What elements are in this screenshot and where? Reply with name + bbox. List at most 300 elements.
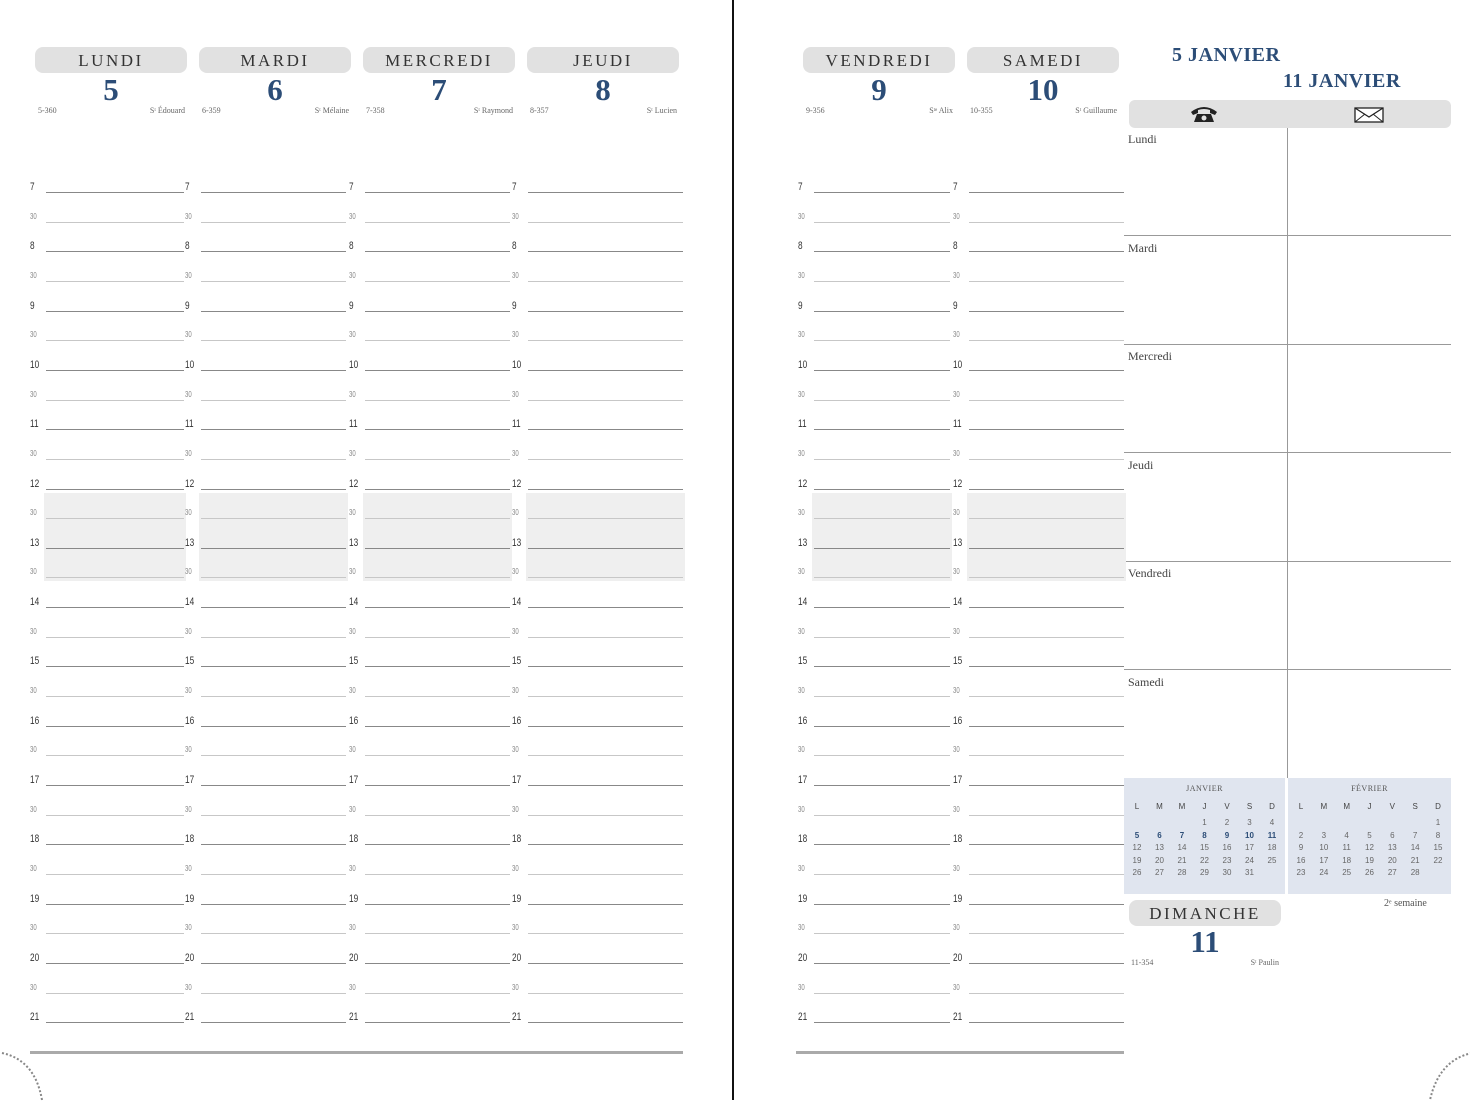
calendar-date[interactable]: 19: [1132, 855, 1142, 865]
hour-line[interactable]: [969, 904, 1124, 905]
hour-line[interactable]: [365, 785, 510, 786]
hour-line[interactable]: [814, 370, 950, 371]
calendar-date[interactable]: 14: [1177, 843, 1187, 852]
hour-line[interactable]: [814, 844, 950, 845]
hour-label: 9: [512, 299, 517, 312]
calendar-date[interactable]: 4: [1344, 830, 1349, 840]
hour-label: 8: [798, 240, 803, 253]
hour-line[interactable]: [201, 844, 346, 845]
hour-label: 8: [512, 240, 517, 253]
calendar-date[interactable]: 2: [1298, 830, 1304, 840]
hour-line[interactable]: [46, 607, 184, 608]
hour-line[interactable]: [814, 311, 950, 312]
half-hour-line[interactable]: [528, 222, 683, 223]
calendar-date[interactable]: 25: [1342, 868, 1352, 877]
hour-line[interactable]: [201, 251, 346, 252]
half-hour-line[interactable]: [528, 874, 683, 875]
half-hour-line[interactable]: [201, 222, 346, 223]
hour-line[interactable]: [365, 963, 510, 964]
calendar-date[interactable]: 3: [1247, 818, 1252, 827]
half-hour-line[interactable]: [365, 696, 510, 697]
hour-line[interactable]: [46, 844, 184, 845]
saint-name: Sᵗ Édouard: [149, 106, 185, 115]
half-hour-line[interactable]: [814, 696, 950, 697]
half-hour-label: 30: [798, 211, 805, 221]
calendar-date[interactable]: 30: [1222, 868, 1232, 877]
mini-calendar-weekdays: [1292, 802, 1447, 814]
half-hour-line[interactable]: [528, 637, 683, 638]
hour-line[interactable]: [969, 251, 1124, 252]
hour-label: 9: [30, 299, 35, 312]
half-hour-line[interactable]: [814, 993, 950, 994]
calendar-date[interactable]: 12: [1132, 843, 1142, 852]
calendar-date[interactable]: 8: [1202, 830, 1207, 840]
hour-line[interactable]: [528, 311, 683, 312]
hour-label: 15: [30, 655, 40, 668]
half-hour-line[interactable]: [365, 815, 510, 816]
calendar-date[interactable]: 4: [1269, 818, 1275, 827]
hour-line[interactable]: [969, 192, 1124, 193]
hour-line[interactable]: [201, 489, 346, 490]
hour-line[interactable]: [365, 429, 510, 430]
half-hour-label: 30: [30, 270, 37, 280]
hour-line[interactable]: [528, 192, 683, 193]
hour-line[interactable]: [365, 311, 510, 312]
hour-line[interactable]: [201, 963, 346, 964]
calendar-date[interactable]: 15: [1200, 843, 1209, 852]
hour-line[interactable]: [201, 370, 346, 371]
hour-line[interactable]: [528, 251, 683, 252]
half-hour-line[interactable]: [201, 577, 346, 578]
calendar-date[interactable]: 11: [1267, 830, 1277, 840]
hour-line[interactable]: [46, 963, 184, 964]
hour-line[interactable]: [46, 548, 184, 549]
calendar-date[interactable]: 20: [1155, 855, 1164, 865]
calendar-date[interactable]: 17: [1245, 843, 1254, 852]
notes-separator: [1124, 669, 1451, 670]
hour-line[interactable]: [528, 904, 683, 905]
hour-line[interactable]: [814, 963, 950, 964]
half-hour-line[interactable]: [528, 400, 683, 401]
half-hour-line[interactable]: [46, 696, 184, 697]
hour-line[interactable]: [201, 607, 346, 608]
calendar-date[interactable]: 28: [1177, 868, 1187, 877]
half-hour-label: 30: [30, 923, 37, 933]
calendar-date[interactable]: 22: [1433, 855, 1443, 865]
half-hour-label: 30: [512, 863, 519, 873]
half-hour-label: 30: [185, 330, 192, 340]
half-hour-label: 30: [349, 804, 356, 814]
half-hour-line[interactable]: [969, 577, 1124, 578]
mini-calendar-week: [1292, 868, 1447, 880]
half-hour-label: 30: [953, 804, 960, 814]
half-hour-line[interactable]: [201, 518, 346, 519]
calendar-date[interactable]: 31: [1245, 868, 1254, 877]
half-hour-line[interactable]: [814, 340, 950, 341]
hour-line[interactable]: [365, 666, 510, 667]
calendar-date[interactable]: 27: [1155, 868, 1164, 877]
half-hour-line[interactable]: [46, 577, 184, 578]
calendar-date[interactable]: 15: [1433, 843, 1443, 852]
weekday-initial: J: [1367, 802, 1372, 811]
calendar-date[interactable]: 18: [1267, 843, 1277, 852]
hour-label: 15: [512, 655, 522, 668]
hour-line[interactable]: [46, 1022, 184, 1023]
half-hour-line[interactable]: [201, 933, 346, 934]
half-hour-line[interactable]: [528, 815, 683, 816]
half-hour-line[interactable]: [46, 518, 184, 519]
calendar-date[interactable]: 13: [1387, 843, 1397, 852]
half-hour-line[interactable]: [969, 281, 1124, 282]
half-hour-line[interactable]: [528, 281, 683, 282]
lunch-shade: [526, 493, 685, 582]
half-hour-line[interactable]: [969, 993, 1124, 994]
hour-line[interactable]: [365, 1022, 510, 1023]
calendar-date: [1429, 868, 1447, 880]
calendar-date[interactable]: 24: [1245, 855, 1254, 865]
hour-label: 17: [185, 774, 195, 786]
half-hour-label: 30: [953, 686, 960, 696]
day-number: 9: [871, 72, 887, 107]
half-hour-line[interactable]: [201, 340, 346, 341]
hour-line[interactable]: [201, 311, 346, 312]
hour-line[interactable]: [46, 904, 184, 905]
half-hour-line[interactable]: [365, 222, 510, 223]
half-hour-line[interactable]: [814, 400, 950, 401]
bottom-rule: [796, 1051, 1124, 1054]
hour-line[interactable]: [365, 251, 510, 252]
half-hour-line[interactable]: [365, 400, 510, 401]
hour-line[interactable]: [528, 1022, 683, 1023]
hour-label: 18: [30, 833, 40, 846]
hour-label: 18: [349, 833, 359, 846]
half-hour-line[interactable]: [46, 755, 184, 756]
calendar-date[interactable]: 9: [1298, 843, 1304, 852]
half-hour-line[interactable]: [46, 222, 184, 223]
hour-line[interactable]: [814, 1022, 950, 1023]
hour-line[interactable]: [201, 904, 346, 905]
hour-line[interactable]: [969, 311, 1124, 312]
day-ordinal: 7-358: [366, 106, 385, 115]
half-hour-line[interactable]: [365, 281, 510, 282]
hour-line[interactable]: [46, 192, 184, 193]
mini-calendar-week: [1128, 818, 1281, 830]
corner-decoration-right: [1424, 1045, 1470, 1105]
half-hour-line[interactable]: [528, 933, 683, 934]
half-hour-line[interactable]: [365, 459, 510, 460]
hour-line[interactable]: [528, 607, 683, 608]
hour-line[interactable]: [201, 666, 346, 667]
half-hour-line[interactable]: [969, 874, 1124, 875]
half-hour-line[interactable]: [528, 340, 683, 341]
hour-line[interactable]: [969, 1022, 1124, 1023]
hour-line[interactable]: [969, 666, 1124, 667]
half-hour-line[interactable]: [814, 874, 950, 875]
calendar-date[interactable]: 8: [1435, 830, 1441, 840]
hour-line[interactable]: [969, 726, 1124, 727]
hour-line[interactable]: [365, 726, 510, 727]
hour-line[interactable]: [528, 726, 683, 727]
hour-line[interactable]: [201, 785, 346, 786]
half-hour-line[interactable]: [201, 755, 346, 756]
half-hour-line[interactable]: [46, 400, 184, 401]
half-hour-line[interactable]: [201, 696, 346, 697]
calendar-date[interactable]: 21: [1410, 855, 1420, 865]
hour-line[interactable]: [46, 311, 184, 312]
hour-label: 15: [798, 655, 808, 668]
half-hour-line[interactable]: [814, 281, 950, 282]
mini-calendar-week: [1292, 856, 1447, 868]
half-hour-line[interactable]: [969, 340, 1124, 341]
hour-label: 13: [798, 536, 808, 549]
hour-line[interactable]: [46, 666, 184, 667]
hour-line[interactable]: [201, 548, 346, 549]
calendar-date[interactable]: 28: [1410, 868, 1420, 877]
half-hour-line[interactable]: [528, 696, 683, 697]
hour-line[interactable]: [528, 489, 683, 490]
hour-line[interactable]: [365, 904, 510, 905]
calendar-date[interactable]: 24: [1319, 868, 1329, 877]
hour-line[interactable]: [46, 370, 184, 371]
calendar-date[interactable]: 26: [1132, 868, 1142, 877]
half-hour-line[interactable]: [201, 459, 346, 460]
hour-line[interactable]: [365, 192, 510, 193]
half-hour-line[interactable]: [528, 993, 683, 994]
hour-line[interactable]: [46, 785, 184, 786]
half-hour-line[interactable]: [969, 815, 1124, 816]
hour-line[interactable]: [528, 370, 683, 371]
calendar-date[interactable]: 23: [1296, 868, 1306, 877]
half-hour-line[interactable]: [46, 340, 184, 341]
hour-line[interactable]: [528, 844, 683, 845]
hour-line[interactable]: [969, 429, 1124, 430]
hour-label: 9: [798, 299, 803, 312]
hour-label: 12: [798, 477, 808, 490]
calendar-date[interactable]: 13: [1155, 843, 1164, 852]
half-hour-label: 30: [798, 686, 805, 696]
half-hour-line[interactable]: [365, 755, 510, 756]
half-hour-label: 30: [512, 330, 519, 340]
half-hour-line[interactable]: [969, 459, 1124, 460]
hour-label: 14: [512, 596, 522, 609]
half-hour-line[interactable]: [201, 815, 346, 816]
hour-line[interactable]: [46, 726, 184, 727]
half-hour-label: 30: [512, 448, 519, 458]
calendar-date[interactable]: 25: [1267, 855, 1277, 865]
calendar-date[interactable]: 10: [1319, 843, 1329, 852]
half-hour-line[interactable]: [46, 637, 184, 638]
notes-day-label: Samedi: [1128, 674, 1164, 689]
mini-calendar-week: [1128, 856, 1281, 868]
hour-label: 13: [512, 536, 522, 549]
half-hour-line[interactable]: [528, 755, 683, 756]
hour-line[interactable]: [814, 666, 950, 667]
half-hour-line[interactable]: [365, 874, 510, 875]
calendar-date[interactable]: 19: [1365, 855, 1374, 865]
half-hour-line[interactable]: [365, 993, 510, 994]
hour-line[interactable]: [46, 429, 184, 430]
hour-line[interactable]: [814, 904, 950, 905]
hour-line[interactable]: [814, 429, 950, 430]
hour-line[interactable]: [365, 548, 510, 549]
calendar-date[interactable]: 5: [1367, 830, 1372, 840]
calendar-date[interactable]: 16: [1222, 843, 1232, 852]
calendar-date[interactable]: 5: [1134, 830, 1140, 840]
half-hour-label: 30: [512, 211, 519, 221]
hour-line[interactable]: [814, 251, 950, 252]
hour-label: 13: [185, 536, 195, 549]
half-hour-line[interactable]: [528, 459, 683, 460]
calendar-date[interactable]: 26: [1365, 868, 1374, 877]
half-hour-line[interactable]: [528, 518, 683, 519]
half-hour-line[interactable]: [46, 993, 184, 994]
hour-line[interactable]: [46, 489, 184, 490]
calendar-date[interactable]: 11: [1342, 843, 1351, 852]
half-hour-line[interactable]: [201, 400, 346, 401]
half-hour-line[interactable]: [46, 459, 184, 460]
hour-line[interactable]: [969, 785, 1124, 786]
half-hour-label: 30: [349, 982, 356, 992]
hour-line[interactable]: [969, 844, 1124, 845]
half-hour-label: 30: [953, 508, 960, 518]
half-hour-line[interactable]: [201, 874, 346, 875]
hour-line[interactable]: [201, 1022, 346, 1023]
hour-line[interactable]: [969, 548, 1124, 549]
calendar-date[interactable]: 29: [1200, 868, 1209, 877]
calendar-date[interactable]: 17: [1319, 855, 1329, 865]
half-hour-line[interactable]: [365, 340, 510, 341]
weekday-initial: J: [1202, 802, 1207, 811]
half-hour-label: 30: [185, 389, 192, 399]
half-hour-line[interactable]: [201, 637, 346, 638]
hour-label: 16: [512, 714, 522, 727]
half-hour-line[interactable]: [969, 518, 1124, 519]
hour-line[interactable]: [365, 607, 510, 608]
half-hour-label: 30: [953, 330, 960, 340]
half-hour-line[interactable]: [814, 459, 950, 460]
calendar-date: [1128, 818, 1146, 830]
calendar-date[interactable]: 22: [1200, 855, 1209, 865]
hour-line[interactable]: [365, 370, 510, 371]
calendar-date[interactable]: 7: [1412, 830, 1418, 840]
half-hour-label: 30: [349, 686, 356, 696]
half-hour-label: 30: [30, 982, 37, 992]
hour-line[interactable]: [814, 785, 950, 786]
calendar-date[interactable]: 3: [1321, 830, 1327, 840]
half-hour-line[interactable]: [814, 222, 950, 223]
calendar-date[interactable]: 23: [1222, 855, 1232, 865]
hour-line[interactable]: [528, 429, 683, 430]
hour-line[interactable]: [969, 963, 1124, 964]
hour-line[interactable]: [528, 963, 683, 964]
half-hour-line[interactable]: [969, 696, 1124, 697]
half-hour-label: 30: [349, 626, 356, 636]
calendar-date[interactable]: 7: [1179, 830, 1185, 840]
calendar-date[interactable]: 9: [1224, 830, 1230, 840]
hour-line[interactable]: [365, 489, 510, 490]
hour-line[interactable]: [201, 429, 346, 430]
hour-line[interactable]: [814, 192, 950, 193]
half-hour-label: 30: [30, 686, 37, 696]
lunch-shade: [44, 493, 186, 582]
calendar-date[interactable]: 16: [1296, 855, 1306, 865]
half-hour-line[interactable]: [46, 874, 184, 875]
notes-divider: [1287, 128, 1288, 778]
calendar-date[interactable]: 6: [1157, 830, 1162, 840]
hour-line[interactable]: [528, 785, 683, 786]
half-hour-line[interactable]: [46, 933, 184, 934]
half-hour-line[interactable]: [969, 933, 1124, 934]
hour-line[interactable]: [46, 251, 184, 252]
hour-line[interactable]: [969, 489, 1124, 490]
hour-line[interactable]: [201, 192, 346, 193]
calendar-date[interactable]: 12: [1365, 843, 1374, 852]
hour-label: 21: [953, 1011, 963, 1024]
half-hour-line[interactable]: [969, 400, 1124, 401]
hour-label: 8: [349, 240, 354, 253]
hour-line[interactable]: [814, 548, 950, 549]
calendar-date[interactable]: 20: [1387, 855, 1397, 865]
week-start-date: 5 JANVIER: [1172, 44, 1281, 66]
hour-line[interactable]: [814, 726, 950, 727]
hour-line[interactable]: [528, 548, 683, 549]
hour-line[interactable]: [814, 489, 950, 490]
calendar-date[interactable]: 2: [1224, 818, 1230, 827]
half-hour-line[interactable]: [46, 815, 184, 816]
hour-label: 15: [185, 655, 195, 668]
half-hour-line[interactable]: [969, 222, 1124, 223]
hour-line[interactable]: [528, 666, 683, 667]
half-hour-line[interactable]: [969, 755, 1124, 756]
calendar-date[interactable]: 1: [1202, 818, 1207, 827]
hour-line[interactable]: [969, 607, 1124, 608]
calendar-date[interactable]: 10: [1245, 830, 1254, 840]
half-hour-line[interactable]: [365, 933, 510, 934]
calendar-date[interactable]: 1: [1435, 818, 1441, 827]
weekday-initial: L: [1134, 802, 1140, 811]
saint-name: Sᵗ Guillaume: [1075, 106, 1117, 115]
half-hour-line[interactable]: [201, 993, 346, 994]
half-hour-line[interactable]: [46, 281, 184, 282]
half-hour-line[interactable]: [814, 577, 950, 578]
half-hour-line[interactable]: [814, 755, 950, 756]
weekday-initial: M: [1320, 802, 1328, 811]
hour-line[interactable]: [201, 726, 346, 727]
half-hour-line[interactable]: [528, 577, 683, 578]
day-number: 5: [103, 72, 119, 107]
half-hour-line[interactable]: [365, 637, 510, 638]
notes-day-label: Mardi: [1128, 240, 1158, 255]
half-hour-line[interactable]: [969, 637, 1124, 638]
calendar-date[interactable]: 14: [1410, 843, 1420, 852]
half-hour-line[interactable]: [365, 518, 510, 519]
half-hour-line[interactable]: [814, 518, 950, 519]
calendar-date[interactable]: 21: [1177, 855, 1187, 865]
hour-line[interactable]: [814, 607, 950, 608]
calendar-date[interactable]: 27: [1387, 868, 1397, 877]
half-hour-line[interactable]: [814, 815, 950, 816]
calendar-date[interactable]: 6: [1390, 830, 1395, 840]
day-ordinal: 5-360: [38, 106, 57, 115]
hour-line[interactable]: [969, 370, 1124, 371]
calendar-date[interactable]: 18: [1342, 855, 1352, 865]
hour-label: 8: [185, 240, 190, 253]
half-hour-line[interactable]: [814, 933, 950, 934]
hour-line[interactable]: [365, 844, 510, 845]
half-hour-line[interactable]: [814, 637, 950, 638]
half-hour-line[interactable]: [365, 577, 510, 578]
half-hour-line[interactable]: [201, 281, 346, 282]
